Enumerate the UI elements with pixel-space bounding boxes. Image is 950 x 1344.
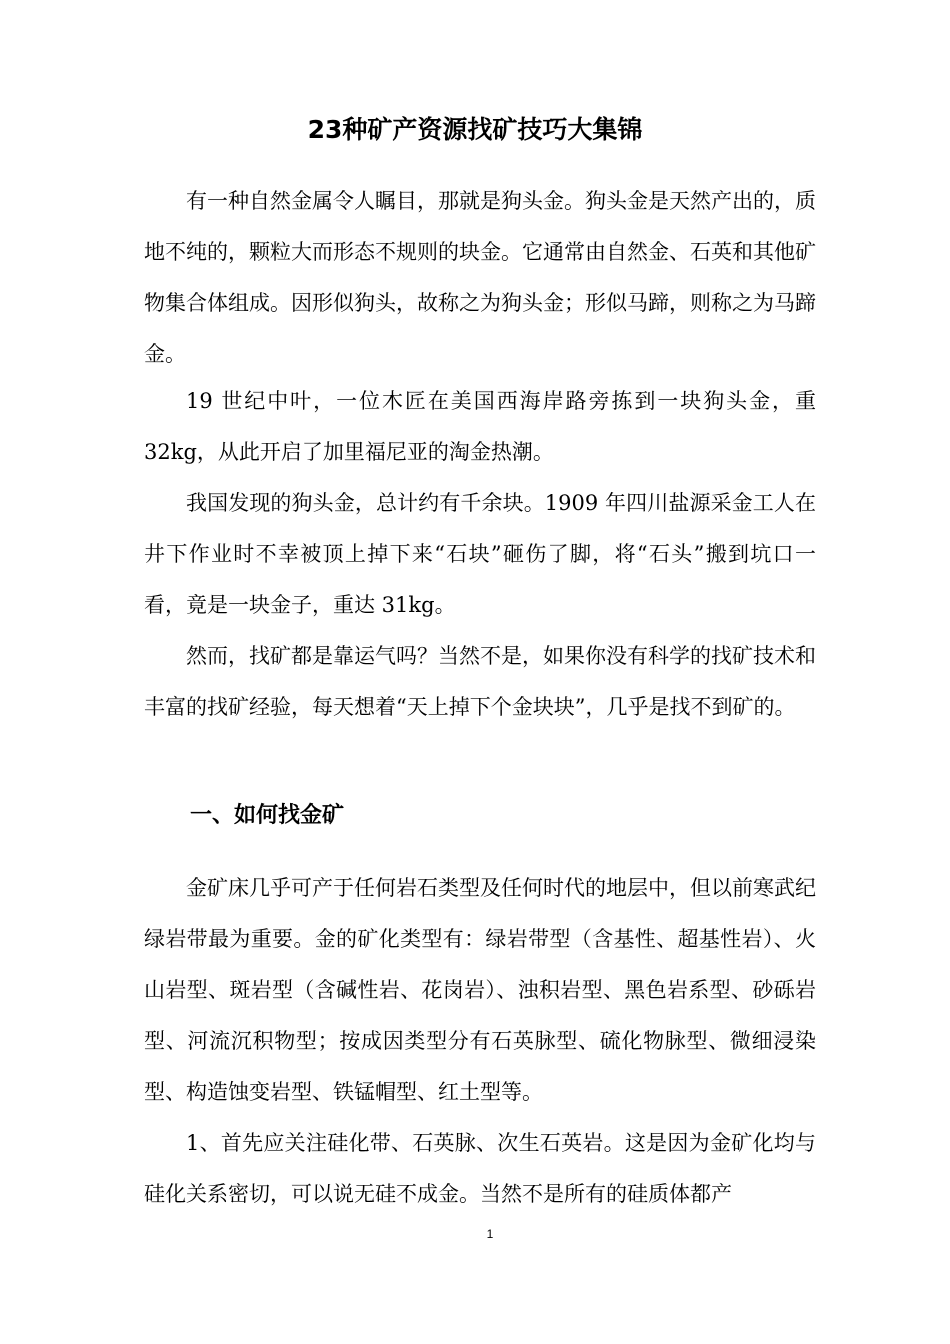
paragraph-gold-deposit-types: 金矿床几乎可产于任何岩石类型及任何时代的地层中，但以前寒武纪绿岩带最为重要。金的矿化类型有：绿岩带型（含基性、超基性岩）、火山岩型、斑岩型（含碱性岩、花岗岩）、浊积岩型、黑色岩系型、砂砾岩型、河流沉积物型；按成因类型分有石英脉型、硫化物脉型、微细浸染型、构造蚀变岩型、铁锰帽型、红土型等。: [144, 876, 816, 1104]
section-heading-gold-prospecting: 一、如何找金矿: [190, 803, 345, 828]
paragraph-china-gold-nuggets: 我国发现的狗头金，总计约有千余块。1909 年四川盐源采金工人在井下作业时不幸被顶上掉下来“石块”砸伤了脚，将“石头”搬到坑口一看，竟是一块金子，重达 31kg。: [144, 491, 816, 617]
page-number: 1: [486, 1227, 494, 1241]
document-title: 23种矿产资源找矿技巧大集锦: [307, 115, 643, 144]
paragraph-silicification-tip: 1、首先应关注硅化带、石英脉、次生石英岩。这是因为金矿化均与硅化关系密切，可以说无硅不成金。当然不是所有的硅质体都产: [144, 1131, 816, 1206]
paragraph-gold-nugget-intro: 有一种自然金属令人瞩目，那就是狗头金。狗头金是天然产出的，质地不纯的，颗粒大而形态不规则的块金。它通常由自然金、石英和其他矿物集合体组成。因形似狗头，故称之为狗头金；形似马蹄，则称之为马蹄金。: [144, 189, 816, 366]
paragraph-california-gold-rush: 19 世纪中叶，一位木匠在美国西海岸路旁拣到一块狗头金，重32kg，从此开启了加里福尼亚的淘金热潮。: [144, 389, 816, 464]
paragraph-not-luck: 然而，找矿都是靠运气吗？当然不是，如果你没有科学的找矿技术和丰富的找矿经验，每天想着“天上掉下个金块块”，几乎是找不到矿的。: [144, 644, 816, 719]
